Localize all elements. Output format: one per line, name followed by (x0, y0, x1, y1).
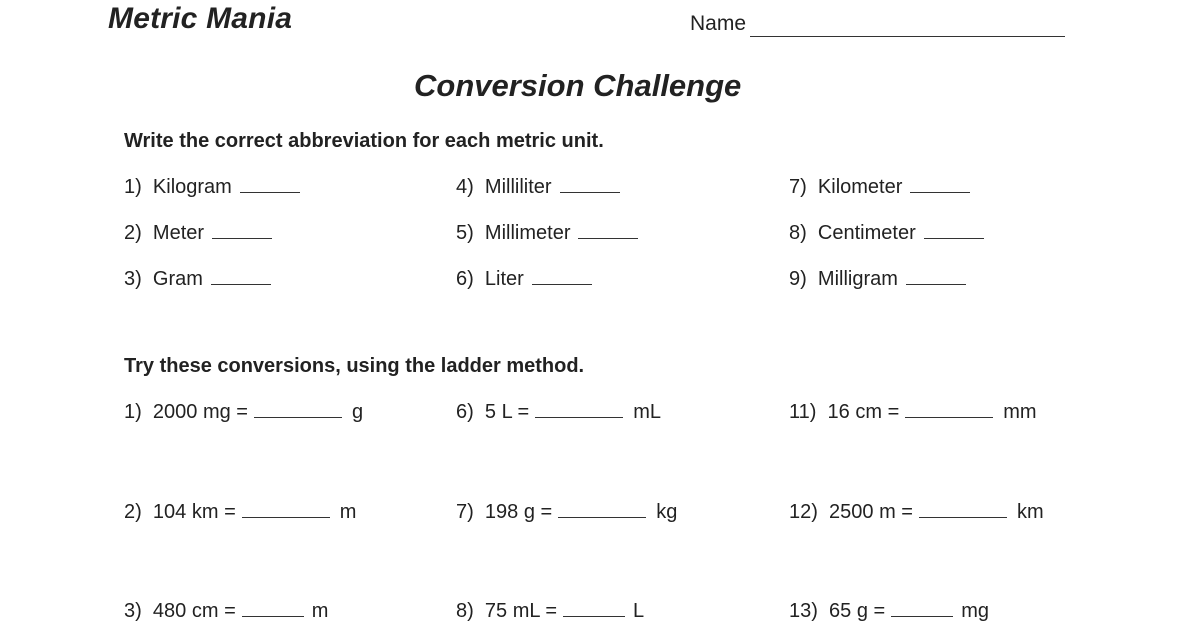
item-number: 9) (789, 268, 807, 290)
conversion-from: 198 g = (484, 501, 553, 523)
abbrev-item (789, 266, 966, 291)
section1-heading: Write the correct abbreviation for each metric unit. (124, 130, 604, 152)
answer-blank[interactable] (924, 220, 984, 239)
conversion-item (124, 499, 356, 524)
unit-name: Milligram (817, 268, 898, 290)
worksheet-subtitle: Conversion Challenge (414, 68, 742, 103)
conversion-to-unit: m (311, 600, 329, 622)
conversion-to-unit: km (1016, 501, 1044, 523)
abbrev-item (124, 174, 300, 199)
conversion-from: 65 g = (829, 600, 886, 622)
conversion-item (124, 598, 328, 623)
conversion-to-unit: g (352, 401, 364, 423)
item-number: 2) (124, 501, 142, 523)
unit-name: Meter (152, 222, 205, 244)
conversion-item (789, 598, 989, 623)
abbrev-item (456, 174, 620, 199)
item-number: 11) (789, 401, 817, 423)
unit-name: Centimeter (817, 222, 916, 244)
conversion-from: 2000 mg = (152, 401, 248, 423)
answer-blank[interactable] (212, 220, 272, 239)
conversion-item (456, 598, 644, 623)
answer-blank[interactable] (906, 266, 966, 285)
abbrev-item (124, 220, 272, 245)
conversion-from: 5 L = (484, 401, 530, 423)
abbrev-item (456, 220, 638, 245)
item-number: 8) (789, 222, 807, 244)
item-number: 7) (456, 501, 474, 523)
section2-heading: Try these conversions, using the ladder method. (124, 355, 585, 377)
conversion-from: 16 cm = (827, 401, 900, 423)
unit-name: Liter (484, 268, 524, 290)
conversion-from: 480 cm = (152, 600, 236, 622)
answer-blank[interactable] (240, 174, 300, 193)
answer-blank[interactable] (211, 266, 271, 285)
answer-blank[interactable] (910, 174, 970, 193)
conversion-item (456, 399, 661, 424)
answer-blank[interactable] (578, 220, 638, 239)
item-number: 12) (789, 501, 818, 523)
item-number: 6) (456, 401, 474, 423)
item-number: 8) (456, 600, 474, 622)
unit-name: Millimeter (484, 222, 571, 244)
conversion-to-unit: mg (961, 600, 989, 622)
answer-blank[interactable] (919, 499, 1007, 518)
conversion-to-unit: mL (633, 401, 662, 423)
conversion-from: 104 km = (152, 501, 236, 523)
abbrev-item (124, 266, 271, 291)
conversion-item (456, 499, 677, 524)
unit-name: Kilometer (817, 176, 903, 198)
item-number: 5) (456, 222, 474, 244)
worksheet-title: Metric Mania (108, 2, 293, 35)
answer-blank[interactable] (254, 399, 342, 418)
answer-blank[interactable] (532, 266, 592, 285)
unit-name: Gram (152, 268, 203, 290)
item-number: 3) (124, 600, 142, 622)
conversion-from: 2500 m = (829, 501, 913, 523)
unit-name: Kilogram (152, 176, 232, 198)
item-number: 7) (789, 176, 807, 198)
abbrev-item (789, 174, 970, 199)
conversion-from: 75 mL = (484, 600, 558, 622)
item-number: 1) (124, 176, 142, 198)
item-number: 2) (124, 222, 142, 244)
conversion-item (789, 399, 1037, 424)
abbrev-item (789, 220, 984, 245)
conversion-to-unit: mm (1003, 401, 1037, 423)
answer-blank[interactable] (535, 399, 623, 418)
name-blank-line[interactable] (750, 36, 1065, 37)
answer-blank[interactable] (560, 174, 620, 193)
item-number: 3) (124, 268, 142, 290)
answer-blank[interactable] (242, 499, 330, 518)
item-number: 4) (456, 176, 474, 198)
conversion-to-unit: kg (656, 501, 678, 523)
answer-blank[interactable] (905, 399, 993, 418)
abbrev-item (456, 266, 592, 291)
answer-blank[interactable] (891, 598, 953, 617)
conversion-item (789, 499, 1044, 524)
item-number: 6) (456, 268, 474, 290)
answer-blank[interactable] (563, 598, 625, 617)
conversion-to-unit: m (339, 501, 357, 523)
item-number: 13) (789, 600, 818, 622)
conversion-to-unit: L (633, 600, 645, 622)
conversion-item (124, 399, 363, 424)
answer-blank[interactable] (242, 598, 304, 617)
answer-blank[interactable] (558, 499, 646, 518)
name-label: Name (690, 12, 747, 35)
item-number: 1) (124, 401, 142, 423)
unit-name: Milliliter (484, 176, 552, 198)
